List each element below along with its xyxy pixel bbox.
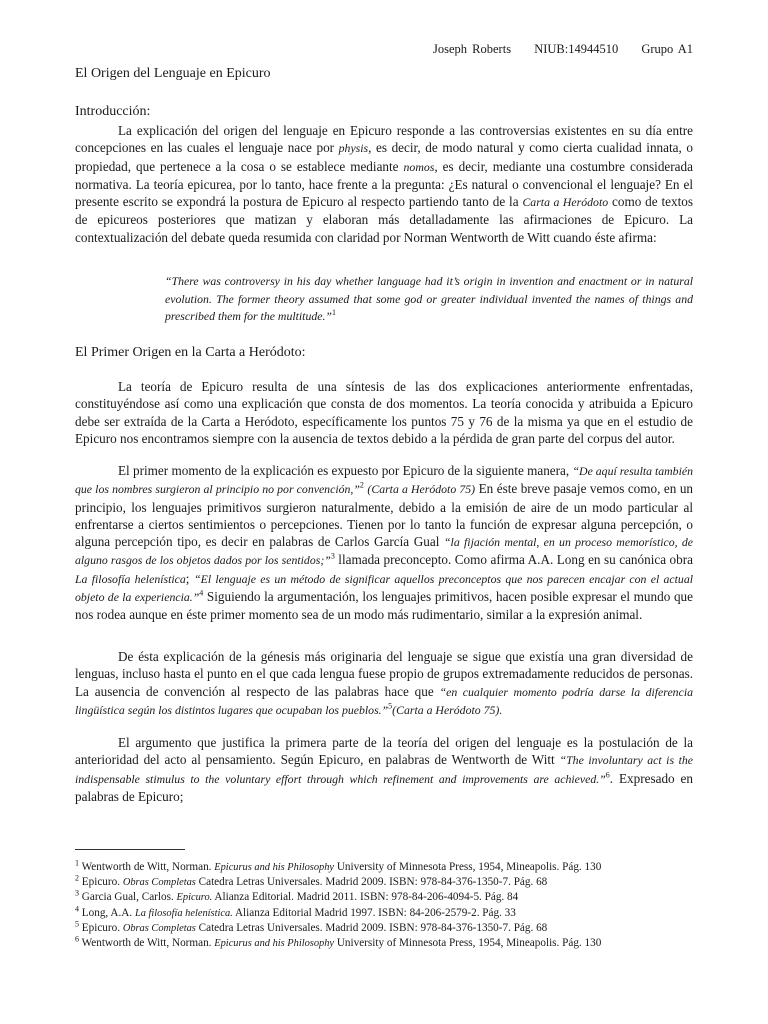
text-run: Catedra Letras Universales. Madrid 2009. ISBN: 978-84-376-1350-7. Pág. 68 (195, 921, 548, 934)
paragraph-first-moment (75, 462, 693, 624)
text-run: Wentworth de Witt, Norman. (79, 937, 215, 950)
text-run: De ésta explicación de la génesis más originaria del lenguaje se sigue que existía una gran diversidad de lenguas, incluso hasta el punto en el que cada lengua fuese propio de grupos extremadamente reducidos de personas. La ausencia de convención al respecto de las palabras hace que (75, 649, 693, 699)
footnote-ref: 3 (330, 552, 335, 562)
footnote-item (75, 860, 715, 875)
paragraph-introduction (75, 122, 693, 246)
text-run: Garcia Gual, Carlos. (79, 891, 177, 904)
text-run: Siguiendo la argumentación, los lenguajes primitivos, hacen posible expresar el mundo que nos rodea aunque en éste primer momento sea de un modo más rudimentario, similar a la expresión animal. (75, 589, 693, 623)
text-run: . Expresado en palabras de Epicuro; (75, 770, 694, 804)
source-citation: (Carta a Heródoto 75). (392, 702, 503, 717)
footnote-item (75, 903, 715, 921)
text-run: La explicación del origen del lenguaje en Epicuro responde a las controversias existentes en su día entre concepciones en las cuales el lenguaje nace por (75, 123, 693, 156)
text-run: En éste breve pasaje vemos como, en un principio, los lenguajes primitivos surgieron naturalmente, debido a la emisión de aire de un modo particular al enfrentarse a ciertos sentimientos o percepciones. Tienen por lo tanto la función de expresar alguna percepción, o alguna percepción tipo, es decir en palabras de Carlos García Gual (75, 481, 694, 550)
text-run: Epicuro. (79, 876, 123, 889)
group-label: Grupo A1 (641, 42, 693, 56)
text-run: University of Minnesota Press, 1954, Mineapolis. Pág. 130 (334, 937, 602, 950)
footnote-number: 5 (75, 919, 79, 929)
book-title: Epicurus and his Philosophy (214, 938, 335, 950)
footnote-ref: 5 (388, 701, 393, 711)
book-title: La filosofía helenística. (134, 907, 233, 919)
book-title: Epicurus and his Philosophy (214, 862, 335, 873)
footnote-item (75, 921, 715, 936)
footnote-number: 6 (75, 934, 79, 944)
footnote-ref: 1 (332, 308, 336, 318)
text-run: llamada preconcepto. Como afirma A.A. Long en su canónica obra (334, 552, 693, 568)
text-run: Alianza Editorial. Madrid 2011. ISBN: 978-84-206-4094-5. Pág. 84 (212, 891, 519, 904)
footnote-number: 4 (75, 903, 79, 913)
paragraph-argument (75, 734, 693, 805)
footnote-number: 1 (75, 858, 79, 868)
inline-quote: “De aquí resulta también que los nombres surgieron al principio no por convención,” (75, 464, 693, 497)
text-run: Epicuro. (79, 921, 123, 934)
inline-quote: “The involuntary act is the indispensable stimulus to the voluntary effort through which refinement and improvements are achieved.” (75, 753, 693, 786)
text-run: ; (185, 570, 195, 586)
paragraph-diversity (75, 648, 693, 719)
footnote-item (75, 936, 715, 951)
footnote-divider (75, 849, 185, 850)
book-title: Obras Completas (122, 922, 196, 934)
text-run: Wentworth de Witt, Norman. (79, 861, 215, 873)
book-title: La filosofía helenística (75, 571, 186, 586)
section-heading-introduction: Introducción: (75, 104, 151, 119)
inline-quote: “en cualquier momento podría darse la diferencia lingüística según los distintos lugares que ocupaban los pueblos.” (75, 684, 693, 717)
document-title: El Origen del Lenguaje en Epicuro (75, 66, 271, 81)
book-title: Carta a Heródoto (522, 195, 609, 210)
paragraph-synthesis: La teoría de Epicuro resulta de una síntesis de las dos explicaciones anteriormente enfrentadas, constituyéndose así como una explicación que consta de dos momentos. La teoría conocida y atribuida a Epicuro debe ser extraída de la Carta a Heródoto, específicamente los puntos 75 y 76 de la misma ya que en el estudio de Epicuro nos encontramos siempre con la ausencia de textos debido a la pérdida de gran parte del corpus del autor. (75, 379, 693, 446)
footnote-item (75, 890, 715, 905)
section-heading-first-origin: El Primer Origen en la Carta a Heródoto: (75, 345, 306, 360)
footnote-ref: 6 (605, 770, 610, 780)
source-citation: (Carta a Heródoto 75) (367, 482, 476, 497)
inline-quote: “El lenguaje es un método de significar aquellos preconceptos que nos parecen encajar con el actual objeto de la experiencia.” (75, 571, 694, 605)
footnote-ref: 4 (199, 588, 204, 598)
text-run: Catedra Letras Universales. Madrid 2009. ISBN: 978-84-376-1350-7. Pág. 68 (195, 876, 548, 889)
footnote-item (75, 875, 715, 890)
quote-text: “There was controversy in his day whether language had it’s origin in invention and enactment or in natural evolution. The former theory assumed that some god or greater individual invented the names of things and prescribed them for the multitude.” (165, 274, 693, 324)
text-run: University of Minnesota Press, 1954, Mineapolis. Pág. 130 (334, 861, 602, 873)
block-quote (165, 273, 693, 326)
text-run: , es decir, de modo natural y como cierta cualidad innata, o propiedad, que pertenece a la cosa o se establece mediante (75, 140, 693, 174)
footnote-ref: 2 (359, 480, 364, 490)
book-title: Obras Completas (122, 877, 196, 889)
term-physis: physis (338, 141, 369, 156)
footnotes-list (75, 860, 715, 951)
footnote-number: 3 (75, 888, 79, 898)
text-run: Long, A.A. (79, 906, 135, 919)
text-run: Alianza Editorial Madrid 1997. ISBN: 84-206-2579-2. Pág. 33 (232, 906, 516, 919)
term-nomos: nomos (403, 159, 435, 174)
text-run: , es decir, mediante una costumbre considerada normativa. La teoría epicurea, por lo tanto, hace frente a la pregunta: ¿Es natural o convencional el lenguaje? En el presente escrito se expondrá la postura de Epicuro al respecto partiendo tanto de la (75, 158, 693, 210)
book-title: Epicuro. (176, 892, 213, 904)
author-name: Joseph Roberts (433, 42, 512, 56)
page-header (415, 42, 693, 57)
footnote-number: 2 (75, 873, 79, 883)
student-id: NIUB:14944510 (534, 42, 619, 56)
text-run: El argumento que justifica la primera parte de la teoría del origen del lenguaje es la postulación de la anterioridad del acto al pensamiento. Según Epicuro, en palabras de Wentworth de Witt (75, 735, 693, 768)
inline-quote: “la fijación mental, en un proceso memorístico, de alguno rasgos de los objetos dados por los sentidos;” (75, 535, 693, 568)
text-run: El primer momento de la explicación es expuesto por Epicuro de la siguiente manera, (118, 463, 573, 478)
text-run: como de textos de epicureos posteriores que matizan y elaboran más detalladamente las afirmaciones de Epicuro. La contextualización del debate queda resumida con claridad por Norman Wentworth de Witt cuando éste afirma: (75, 194, 693, 245)
